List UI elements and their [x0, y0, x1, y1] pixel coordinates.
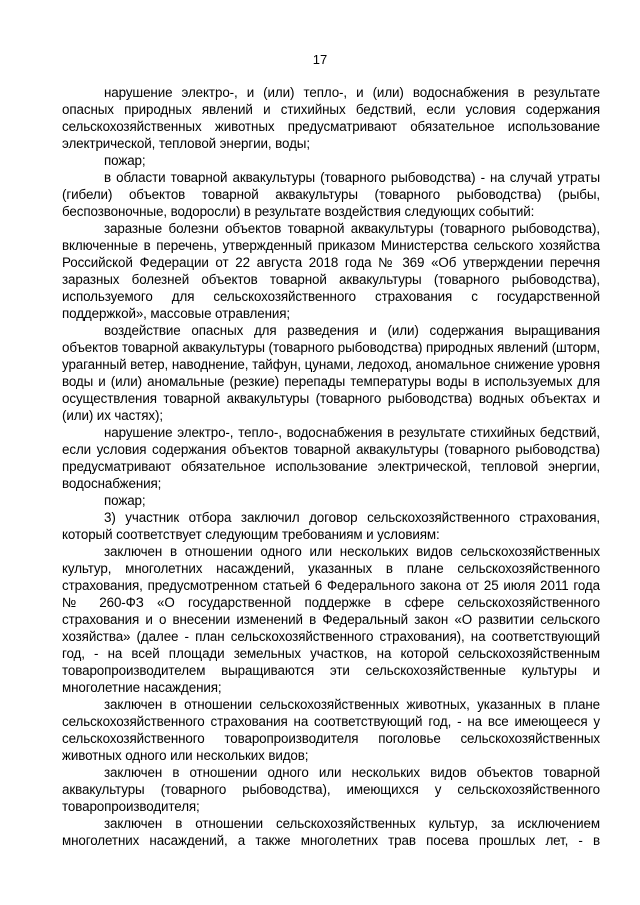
paragraph: пожар; — [104, 153, 146, 168]
paragraph: заключен в отношении сельскохозяйственных культур, за исключением многолетних насаждений, а также многолетних трав посева прошлых лет, - в — [62, 816, 600, 848]
paragraph: заразные болезни объектов товарной аквакультуры (товарного рыбоводства), включенные в перечень, утвержденный приказом Министерства сельского хозяйства Российской Федерации от 22 августа 2018 года № 369 «Об утверждении перечня заразных болезней объектов товарной аквакультуры (товарного рыбоводства), используемого для сельскохозяйственного страхования с государственной поддержкой», массовые отравления; — [62, 221, 600, 321]
paragraph: пожар; — [104, 493, 146, 508]
paragraph: нарушение электро-, тепло-, водоснабжения в результате стихийных бедствий, если условия содержания объектов товарной аквакультуры (товарного рыбоводства) предусматривают обязательное использование электрической, тепловой энергии, водоснабжения; — [62, 425, 600, 491]
paragraph: заключен в отношении одного или нескольких видов сельскохозяйственных культур, многолетних насаждений, указанных в плане сельскохозяйственного страхования, предусмотренном статьей 6 Федерального закона от 25 июля 2011 года № 260-ФЗ «О государственной поддержке в сфере сельскохозяйственного страхования и о внесении изменений в Федеральный закон «О развитии сельского хозяйства» (далее - план сельскохозяйственного страхования), на соответствующий год, - на всей площади земельных участков, на которой сельскохозяйственным товаропроизводителем выращиваются эти сельскохозяйственные культуры и многолетние насаждения; — [62, 544, 600, 695]
paragraph: в области товарной аквакультуры (товарного рыбоводства) - на случай утраты (гибели) объектов товарной аквакультуры (товарного рыбоводства) (рыбы, беспозвоночные, водоросли) в результате воздействия следующих событий: — [62, 170, 600, 219]
paragraph: заключен в отношении сельскохозяйственных животных, указанных в плане сельскохозяйственного страхования на соответствующий год, - на все имеющееся у сельскохозяйственного товаропроизводителя поголовье сельскохозяйственных животных одного или нескольких видов; — [62, 697, 600, 763]
paragraph: воздействие опасных для разведения и (или) содержания выращивания объектов товарной аквакультуры (товарного рыбоводства) природных явлений (шторм, ураганный ветер, наводнение, тайфун, цунами, ледоход, аномальное снижение уровня воды и (или) аномальные (резкие) перепады температуры воды в используемых для осуществления товарной аквакультуры (товарного рыбоводства) водных объектах и (или) их частях); — [62, 323, 600, 423]
document-body — [62, 84, 600, 849]
paragraph: 3) участник отбора заключил договор сельскохозяйственного страхования, который соответствует следующим требованиям и условиям: — [62, 510, 600, 542]
paragraph: заключен в отношении одного или нескольких видов объектов товарной аквакультуры (товарного рыбоводства), имеющихся у сельскохозяйственного товаропроизводителя; — [62, 765, 600, 814]
page-number: 17 — [312, 52, 328, 67]
paragraph: нарушение электро-, и (или) тепло-, и (или) водоснабжения в результате опасных природных явлений и стихийных бедствий, если условия содержания сельскохозяйственных животных предусматривают обязательное использование электрической, тепловой энергии, воды; — [62, 85, 600, 151]
